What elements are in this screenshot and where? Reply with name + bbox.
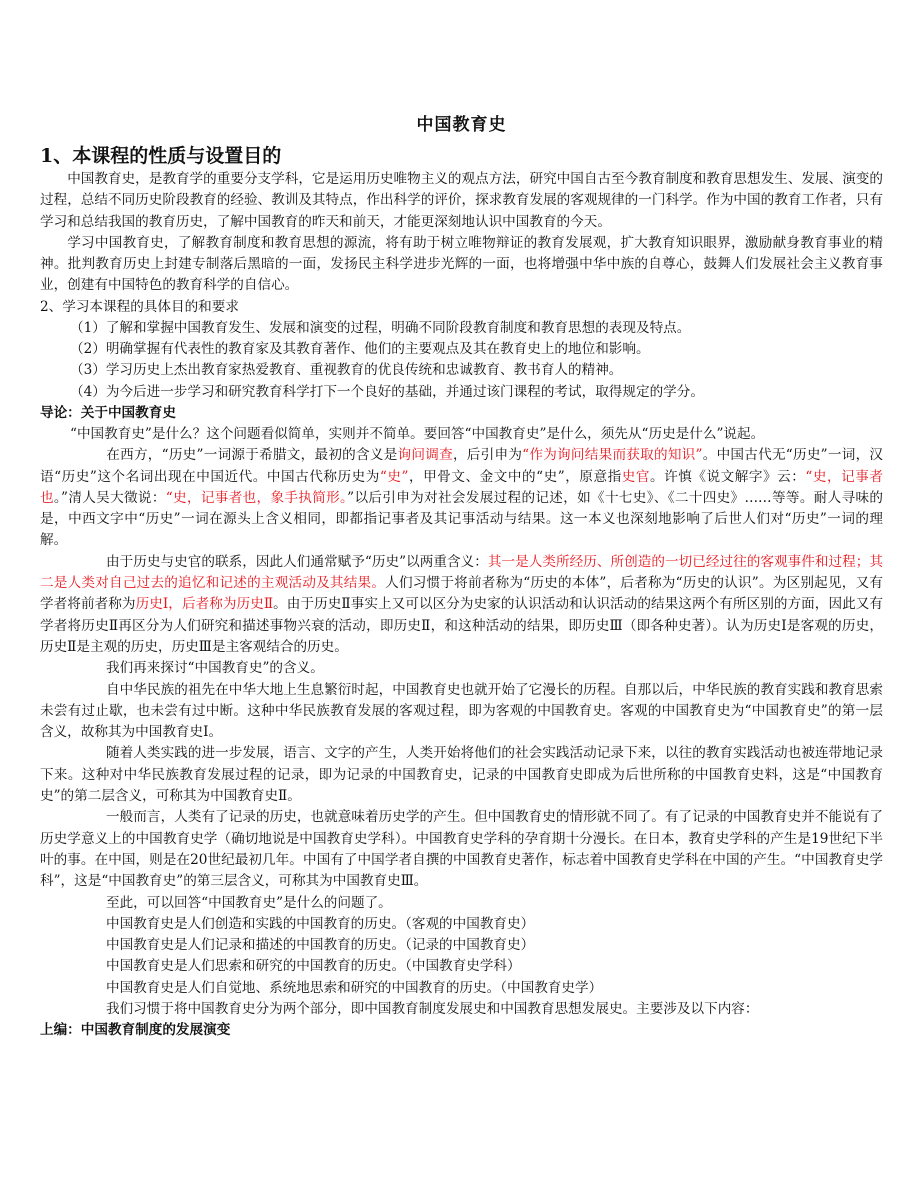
- paragraph-4: 在西方，“历史”一词源于希腊文，最初的含义是询问调查，后引申为“作为询问结果而获取的知识”。中国古代无“历史”一词，汉语“历史”这个名词出现在中国近代。中国古代称历史为“史”，甲骨文、金文中的“史”，原意指史官。许慎《说文解字》云：“史，记事者也。”清人吴大徵说：“史，记事者也，象手执简形。”以后引申为对社会发展过程的记述，如《十七史》、《二十四史》……等等。耐人寻味的是，中西文字中“历史”一词在源头上含义相同，即都指记事者及其记事活动与结果。这一本义也深刻地影响了后世人们对“历史”一词的理解。: [40, 447, 884, 549]
- emphasis-text: “史，记事者也: [40, 468, 884, 506]
- paragraph-2: 学习中国教育史，了解教育制度和教育思想的源流，将有助于树立唯物辩证的教育发展观，扩大教育知识眼界，激励献身教育事业的精神。批判教育历史上封建专制落后黑暗的一面，发扬民主科学进步光辉的一面，也将增强中华中族的自尊心，鼓舞人们发展社会主义教育事业，创建有中国特色的教育科学的自信心。: [40, 234, 883, 294]
- paragraph-5: 由于历史与史官的联系，因此人们通常赋予“历史”以两重含义：其一是人类所经历、所创造的一切已经过往的客观事件和过程；其二是人类对自己过去的追忆和记述的主观活动及其结果。人们习惯于将前者称为“历史的本体”，后者称为“历史的认识”。为区别起见，又有学者将前者称为历史Ⅰ，后者称为历史Ⅱ。由于历史Ⅱ事实上又可以区分为史家的认识活动和认识活动的结果这两个有所区别的方面，因此又有学者将历史Ⅱ再区分为人们研究和描述事物兴衰的活动，即历史Ⅱ，和这种活动的结果，即历史Ⅲ（即各种史著）。认为历史Ⅰ是客观的历史，历史Ⅱ是主观的历史，历史Ⅲ是主客观结合的历史。: [40, 553, 883, 655]
- goal-item-4: （4）为今后进一步学习和研究教育科学打下一个良好的基础，并通过该门课程的考试，取得规定的学分。: [70, 383, 704, 400]
- paragraph-7: 自中华民族的祖先在中华大地上生息繁衍时起，中国教育史也就开始了它漫长的历程。自那以后，中华民族的教育实践和教育思索未尝有过止歇，也未尝有过中断。这种中华民族教育发展的客观过程，即为客观的中国教育史。客观的中国教育史为“中国教育史”的第一层含义，故称其为中国教育史Ⅰ。: [40, 681, 883, 741]
- paragraph-8: 随着人类实践的进一步发展，语言、文字的产生，人类开始将他们的社会实践活动记录下来，以往的教育实践活动也被连带地记录下来。这种对中华民族教育发展过程的记录，即为记录的中国教育史，记录的中国教育史即成为后世所称的中国教育史料，这是“中国教育史”的第二层含义，可称其为中国教育史Ⅱ。: [40, 745, 883, 805]
- paragraph-1: 中国教育史，是教育学的重要分支学科，它是运用历史唯物主义的观点方法，研究中国自古至今教育制度和教育思想发生、发展、演变的过程，总结不同历史阶段教育的经验、教训及其特点，作出科学的评价，探求教育发展的客观规律的一门科学。作为中国的教育工作者，只有学习和总结我国的教育历史，了解中国教育的昨天和前天，才能更深刻地认识中国教育的今天。: [40, 171, 883, 230]
- section1-heading: 1、本课程的性质与设置目的: [40, 145, 282, 167]
- emphasis-text: “史”: [379, 468, 409, 485]
- emphasis-text: 史官: [621, 468, 651, 485]
- definition-3: 中国教育史是人们思索和研究的中国教育的历史。（中国教育史学科）: [106, 958, 521, 975]
- intro-heading: 导论：关于中国教育史: [40, 404, 176, 421]
- paragraph-3: “中国教育史”是什么？这个问题看似简单，实则并不简单。要回答“中国教育史”是什么，须先从“历史是什么”说起。: [70, 425, 765, 442]
- emphasis-text: “作为询问结果而获取的知识”: [522, 447, 703, 464]
- section2-heading: 2、学习本课程的具体目的和要求: [40, 298, 239, 315]
- emphasis-text: “史，记事者也，象手执简形。: [165, 489, 348, 506]
- emphasis-text: 询问调查: [397, 447, 453, 464]
- paragraph-9: 一般而言，人类有了记录的历史，也就意味着历史学的产生。但中国教育史的情形就不同了。有了记录的中国教育史并不能说有了历史学意义上的中国教育史学（确切地说是中国教育史学科）。中国教育史学科的孕育期十分漫长。在日本，教育史学科的产生是19世纪下半叶的事。在中国，则是在20世纪最初几年。中国有了中国学者自撰的中国教育史著作，标志着中国教育史学科在中国的产生。“中国教育史学科”，这是“中国教育史”的第三层含义，可称其为中国教育史Ⅲ。: [40, 809, 883, 890]
- paragraph-11: 我们习惯于将中国教育史分为两个部分，即中国教育制度发展史和中国教育思想发展史。主要涉及以下内容：: [106, 1000, 759, 1017]
- goal-item-3: （3）学习历史上杰出教育家热爱教育、重视教育的优良传统和忠诚教育、教书育人的精神。: [70, 362, 623, 379]
- paragraph-6: 我们再来探讨“中国教育史”的含义。: [106, 660, 324, 677]
- definition-2: 中国教育史是人们记录和描述的中国教育的历史。（记录的中国教育史）: [106, 937, 535, 954]
- goal-item-2: （2）明确掌握有代表性的教育家及其教育著作、他们的主要观点及其在教育史上的地位和影响。: [70, 341, 650, 358]
- emphasis-text: 其一是人类所经历、所创造的一切已经过往的客观事件和过程；其二是人类对自己过去的追忆和记述的主观活动及其结果。: [40, 553, 883, 592]
- definition-1: 中国教育史是人们创造和实践的中国教育的历史。（客观的中国教育史）: [106, 915, 535, 932]
- document-page: [40, 104, 883, 1041]
- goal-item-1: （1）了解和掌握中国教育发生、发展和演变的过程，明确不同阶段教育制度和教育思想的表现及特点。: [70, 319, 691, 336]
- emphasis-text: 历史Ⅰ，后者称为历史Ⅱ: [135, 596, 274, 613]
- part1-heading: 上编：中国教育制度的发展演变: [40, 1022, 231, 1039]
- paragraph-10: 至此，可以回答“中国教育史”是什么的问题了。: [106, 894, 392, 911]
- document-title: 中国教育史: [416, 115, 507, 135]
- definition-4: 中国教育史是人们自觉地、系统地思索和研究的中国教育的历史。（中国教育史学）: [106, 979, 603, 996]
